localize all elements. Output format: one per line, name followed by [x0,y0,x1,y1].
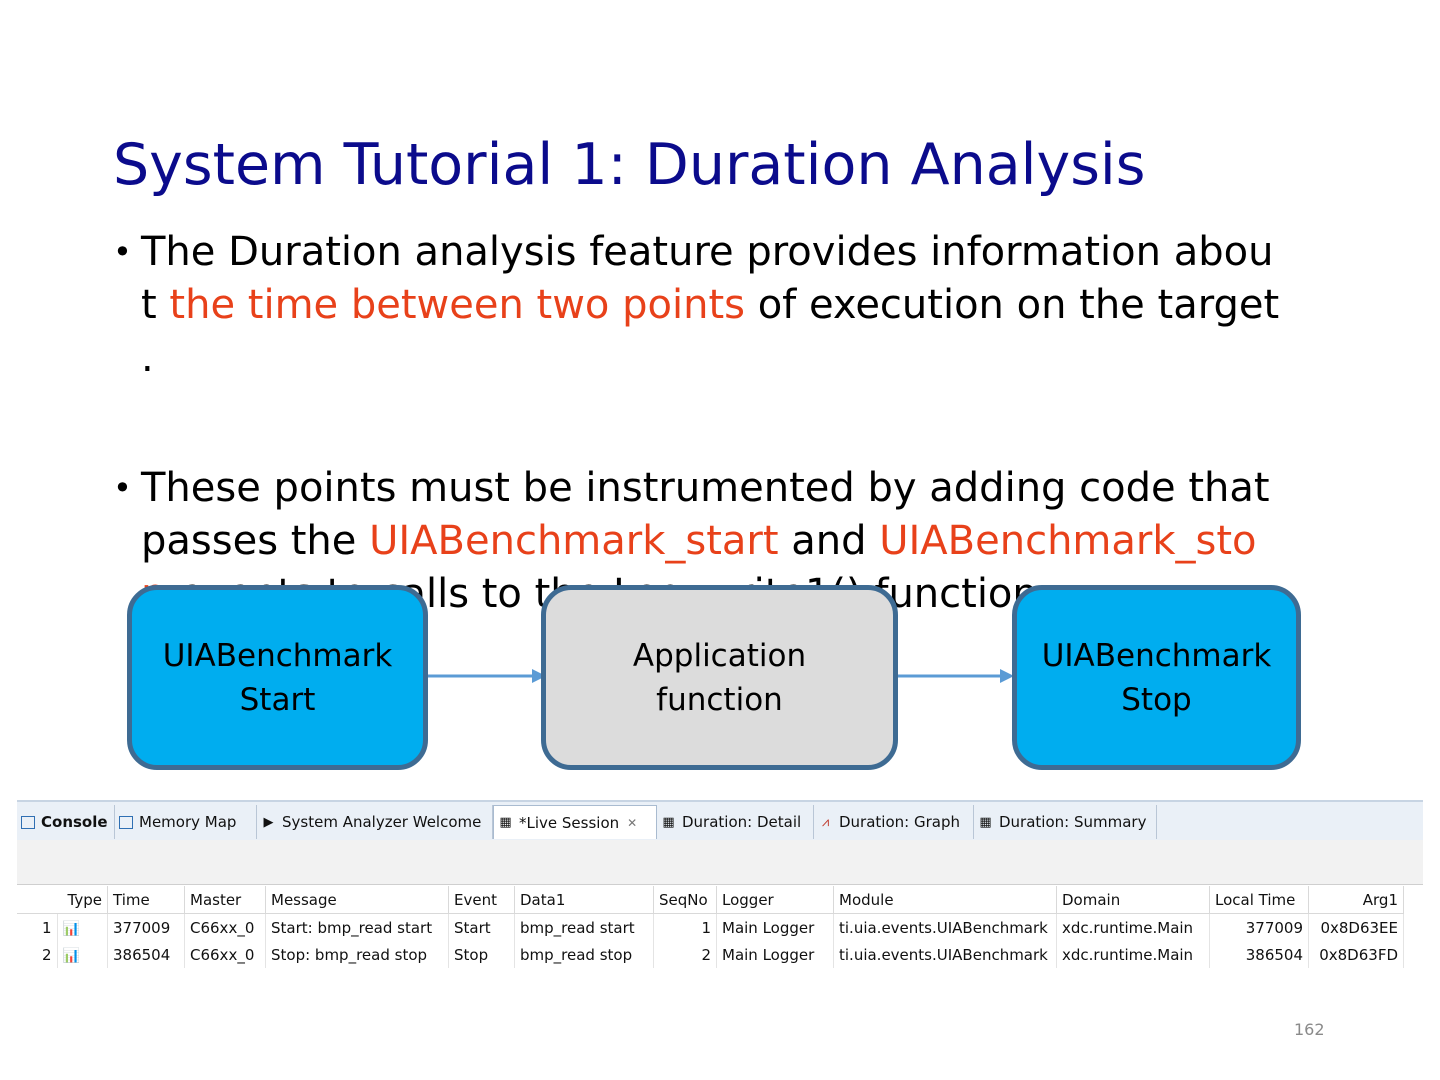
arrow-function-to-stop [892,666,1022,686]
system-analyzer-panel [17,800,1423,982]
live-session-table [17,886,1404,968]
tab-label: Duration: Graph [839,813,960,831]
console-icon [21,816,35,829]
tab-bar [17,800,1423,841]
tab-label: Duration: Summary [999,813,1147,831]
cell-logger: Main Logger [717,941,834,968]
cell-seqno: 1 [654,914,717,942]
bullet-2-text-before: These points must be instrumented by adding code that passes the [141,465,1270,564]
cell-message: Stop: bmp_read stop [266,941,449,968]
event-type-icon: 📊 [57,941,108,968]
bullet-dot: • [113,469,132,507]
row-number-header [17,886,57,914]
column-header[interactable]: Master [185,886,266,914]
column-header[interactable]: Message [266,886,449,914]
graph-icon: ⩘ [821,814,830,830]
cell-local-time: 377009 [1210,914,1309,942]
tab-label: Console [41,813,108,831]
panel-toolbar [17,840,1423,885]
cell-logger: Main Logger [717,914,834,942]
column-header[interactable]: Event [449,886,515,914]
cell-module: ti.uia.events.UIABenchmark [834,941,1057,968]
cell-local-time: 386504 [1210,941,1309,968]
column-header[interactable]: Module [834,886,1057,914]
tab-duration-detail[interactable] [657,805,814,839]
bullet-2-highlight-start: UIABenchmark_start [369,518,779,564]
cell-event: Stop [449,941,515,968]
bullet-1-highlight: the time between two points [169,282,745,328]
bullet-2-highlight-stop: UIABenchmark_sto [879,518,1257,564]
cell-master: C66xx_0 [185,914,266,942]
table-icon: ▦ [662,814,675,830]
cell-data1: bmp_read start [515,914,654,942]
bullet-dot: • [113,233,132,271]
cell-time: 386504 [108,941,185,968]
bullet-2-text-after: calls to function. [379,571,1051,617]
memory-map-icon [119,816,133,829]
tab-memory-map[interactable] [115,805,257,839]
cell-event: Start [449,914,515,942]
bullet-2-text-middle: and [778,518,880,564]
bullet-1-text [141,226,1331,385]
bullet-1 [113,226,1343,386]
column-header[interactable]: Time [108,886,185,914]
column-header[interactable]: Local Time [1210,886,1309,914]
column-header[interactable]: Logger [717,886,834,914]
close-icon[interactable]: ✕ [627,815,638,830]
cell-arg1: 0x8D63FD [1309,941,1404,968]
arrow-start-to-function [420,666,550,686]
tab-console[interactable] [17,805,115,839]
tab-live-session[interactable] [493,805,657,839]
cell-time: 377009 [108,914,185,942]
tab-label: *Live Session [519,813,620,832]
page-number: 162 [1294,1020,1325,1039]
benchmark-stop-box: UIABenchmark Stop [1012,585,1301,770]
table-icon: ▦ [979,814,992,830]
row-number: 2 [17,941,57,968]
cell-arg1: 0x8D63EE [1309,914,1404,942]
cell-domain: xdc.runtime.Main [1057,914,1210,942]
column-header[interactable]: Type [57,886,108,914]
slide-title: System Tutorial 1: Duration Analysis [113,132,1146,198]
event-type-icon: 📊 [57,914,108,942]
cell-data1: bmp_read stop [515,941,654,968]
cell-message: Start: bmp_read start [266,914,449,942]
column-header[interactable]: Data1 [515,886,654,914]
table-header-row [17,886,1404,914]
cell-master: C66xx_0 [185,941,266,968]
tab-label: Memory Map [139,813,237,831]
table-icon: ▦ [499,815,512,830]
column-header[interactable]: Arg1 [1309,886,1404,914]
tab-system-analyzer-welcome[interactable] [257,805,493,839]
column-header[interactable]: SeqNo [654,886,717,914]
cell-module: ti.uia.events.UIABenchmark [834,914,1057,942]
cell-domain: xdc.runtime.Main [1057,941,1210,968]
bullet-1-text-before: The Duration analysis feature provides information abou t [141,229,1274,328]
tab-label: System Analyzer Welcome [282,813,482,831]
tab-duration-summary[interactable] [974,805,1157,839]
row-number: 1 [17,914,57,942]
bullet-1-text-after: of execution on the target . [141,282,1280,381]
table-row[interactable] [17,914,1404,942]
column-header[interactable]: Domain [1057,886,1210,914]
application-function-box: Application function [541,585,898,770]
analyzer-icon: ▶ [263,814,274,830]
cell-seqno: 2 [654,941,717,968]
table-row[interactable] [17,941,1404,968]
benchmark-start-box: UIABenchmark Start [127,585,428,770]
tab-duration-graph[interactable] [814,805,974,839]
tab-label: Duration: Detail [682,813,802,831]
